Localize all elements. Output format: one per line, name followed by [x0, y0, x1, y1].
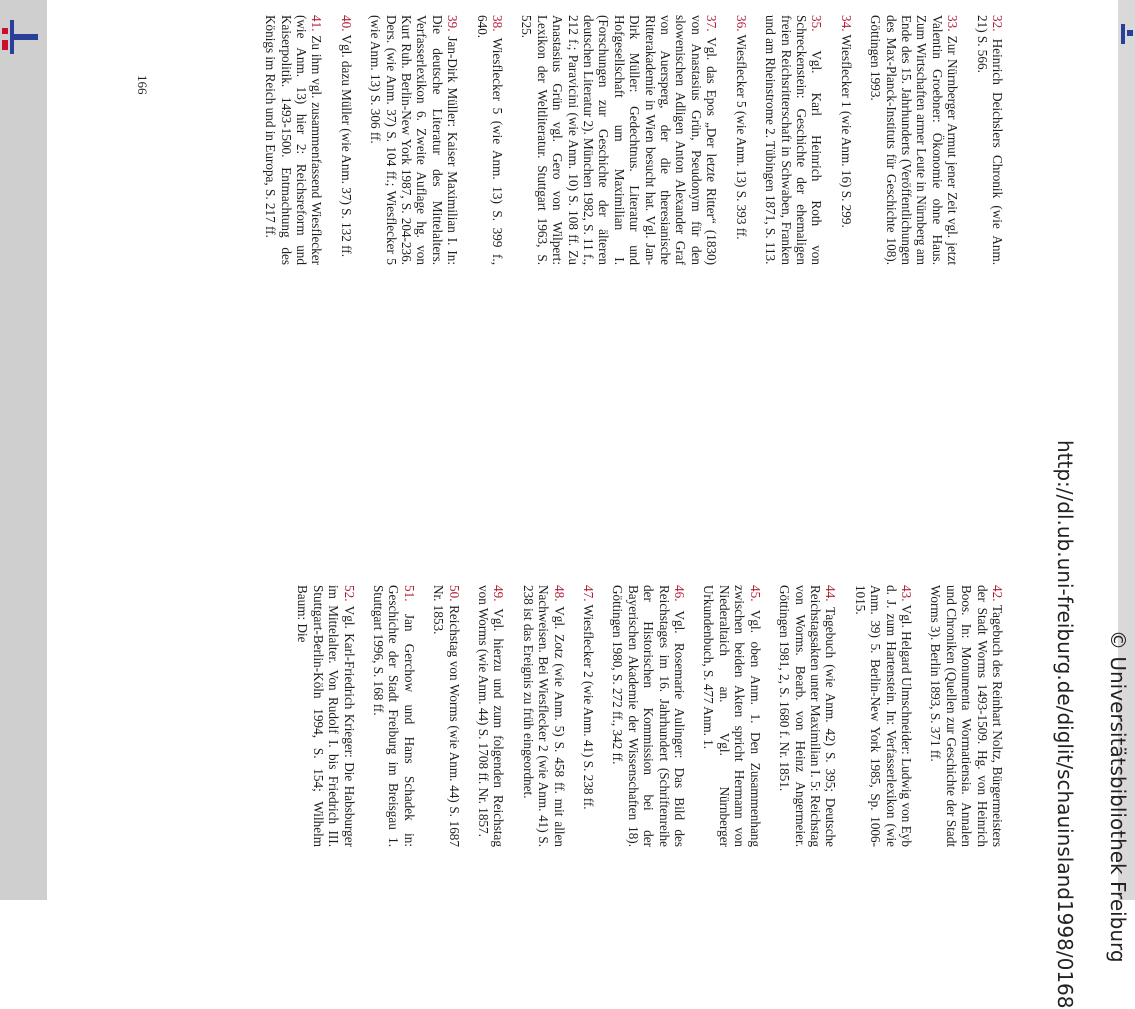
footnote-number: 48. — [551, 585, 567, 602]
library-logo-icon-right — [1118, 24, 1135, 44]
footnote-number: 46. — [672, 585, 688, 602]
footnote — [520, 585, 566, 847]
footnote-text: Jan Gerchow und Hans Schadek in: Geschichte der Stadt Freiburg im Breisgau 1. Stuttgart 1996, S. 168 ff. — [371, 585, 417, 847]
footnote-number: 33. — [945, 15, 961, 32]
footnote — [474, 15, 505, 265]
footnote — [733, 15, 748, 265]
page-number: 166 — [135, 75, 150, 95]
footnote-text: Vgl. Zotz (wie Anm. 5) S. 458 ff. mit allen Nachweisen. Bei Wiesflecker 2 (wie Anm. 41) S. 238 ist das Ereignis zu früh eingeordnet. — [520, 585, 567, 847]
footnote — [431, 585, 462, 847]
footnote — [371, 585, 417, 847]
footnote-text: Wiesflecker 5 (wie Anm. 13) S. 393 ff. — [733, 31, 749, 240]
footnote-text: Jan-Dirk Müller: Kaiser Maximilian I. In: Die deutsche Literatur des Mittelalters. Verfasserlexikon 6. Zweite Auflage hg. von Kurt Ruh. Berlin-New York 1987, S. 204-236. Ders. (wie Anm. 37) S. 104 ff.; Wiesflecker 5 (wie Anm. 13) S. 306 ff. — [368, 15, 461, 265]
footnote-text: Vgl. Rosemarie Aulinger: Das Bild des Reichstages im 16. Jahrhundert (Schriftenreihe der Historischen Kommission bei der Bayerischen Akademie der Wissenschaften 18). Göttingen 1980, S. 272 ff., 342 ff. — [610, 585, 688, 847]
footnote-page — [135, 15, 1005, 875]
footnote — [868, 15, 960, 265]
footnote-text: Tagebuch (wie Anm. 42) S. 395; Deutsche Reichstagsakten unter Maximilian I. 5: Reichstag von Worms. Bearb. von Heinz Angermeier. Göttingen 1981, 2, S. 1680 f. Nr. 1851. — [777, 585, 839, 847]
footnote — [368, 15, 460, 265]
footnote-number: 42. — [990, 585, 1005, 602]
footnote — [852, 585, 914, 847]
footnote-number: 44. — [823, 585, 839, 602]
footnote-text: Zur Nürnberger Armut jener Zeit vgl. jetzt Valentin Groebner: Ökonomie ohne Haus. Zum Wirtschaften armer Leute in Nürnberg am Ende des 15. Jahrhunderts (Veröffentlichungen des Max-Planck-Instituts für Geschichte 108). Göttingen 1993. — [868, 15, 961, 265]
footnote-number: 50. — [446, 585, 462, 602]
footnote — [581, 585, 596, 847]
footnote-text: Heinrich Deichslers Chronik (wie Anm. 21) S. 566. — [974, 15, 1005, 265]
footnote — [476, 585, 507, 847]
footnote-number: 39. — [445, 15, 461, 32]
footnote-number: 43. — [898, 585, 914, 602]
footnote-text: Wiesflecker 2 (wie Anm. 41) S. 238 ff. — [581, 601, 597, 810]
footnote-text: Reichstag von Worms (wie Anm. 44) S. 1687 Nr. 1853. — [431, 585, 462, 847]
footnote-text: Vgl. oben Anm. 1. Den Zusammenhang zwischen beiden Akten spricht Hermann von Niederaltaich an. Vgl. Nürnberger Urkundenbuch, S. 477 Anm. 1. — [701, 585, 763, 847]
footnote-number: 47. — [581, 585, 597, 602]
footnote-number: 38. — [490, 15, 506, 32]
footnote — [519, 15, 719, 265]
footnote-column-2 — [281, 585, 1005, 847]
footnote — [295, 585, 357, 847]
footnote-number: 32. — [990, 15, 1005, 32]
footnote-number: 37. — [704, 15, 720, 32]
footnote-number: 41. — [309, 15, 325, 32]
footnote-number: 45. — [747, 585, 763, 602]
footnote-number: 52. — [341, 585, 357, 602]
footnote-text: Vgl. hierzu und zum folgenden Reichstag von Worms (wie Anm. 44) S. 1708 ff. Nr. 1857. — [476, 585, 507, 847]
footnote — [763, 15, 825, 265]
footnote-text: Zu ihm vgl. zusammenfassend Wiesflecker (wie Anm. 13) hier 2: Reichsreform und Kaiserpolitik. 1493-1500. Entmachtung des Königs im Reich und in Europa, S. 217 ff. — [263, 15, 325, 265]
footnote-number: 51. — [401, 585, 417, 602]
copyright-line: © Universitätsbibliothek Freiburg — [1106, 630, 1130, 963]
footnote-text: Tagebuch des Reinhart Noltz, Bürgermeisters der Stadt Worms 1493-1509. Hg. von Heinrich Boos. In: Monumenta Wormatiensia. Annalen und Chroniken (Quellen zur Geschichte der Stadt Worms 3). Berlin 1893, S. 371 ff. — [928, 585, 1005, 847]
footnote-text: Vgl. Karl Heinrich Roth von Schreckenstein: Geschichte der ehemaligen freien Reichsritterschaft in Schwaben, Franken und am Rheinstrome 2. Tübingen 1871, S. 113. — [763, 15, 825, 265]
footnote-text: Wiesflecker 5 (wie Anm. 13) S. 399 f., 640. — [474, 15, 506, 265]
footnote — [263, 15, 325, 265]
footnote-column-1 — [249, 15, 1005, 265]
footnote-number: 34. — [838, 15, 854, 32]
left-scan-border — [0, 0, 47, 900]
footnote — [928, 585, 1005, 847]
footnote-text: Vgl. das Epos „Der letzte Ritter“ (1830) von Anastasius Grün, Pseudonym für den slowenischen Adligen Anton Alexander Graf von Auersperg, der die theresianische Ritterakademie in Wien besucht hat. Vgl. Jan-Dirk Müller: Gedechtnus. Literatur und Hofgesellschaft um Maximilian I. (Forschungen zur Geschichte der älteren deutschen Literatur 2). München 1982, S. 11 f., 212 f.; Paravicini (wie Anm. 10) S. 108 ff. Zu Anastasius Grün vgl. Gero von Wilpert: Lexikon der Weltliteratur. Stuttgart 1963, S. 525. — [519, 15, 720, 266]
library-logo-icon — [0, 18, 44, 54]
footnote-text: Vgl. Helgard Ulmschneider: Ludwig von Eyb d. J. zum Hartenstein. In: Verfasserlexikon (wie Anm. 39) 5. Berlin-New York 1985, Sp. 1006-1015. — [852, 585, 914, 847]
footnote-text: Vgl. Karl-Friedrich Krieger: Die Habsburger im Mittelalter. Von Rudolf I. bis Friedrich III. Stuttgart-Berlin-Köln 1994, S. 154; Wilhelm Baum: Die — [295, 585, 357, 847]
footnote-number: 35. — [809, 15, 825, 32]
footnote — [974, 15, 1005, 265]
footnote-number: 36. — [733, 15, 749, 32]
footnote-number: 49. — [491, 585, 507, 602]
footnote — [838, 15, 853, 265]
footnote — [338, 15, 353, 265]
footnote-text: Vgl. dazu Müller (wie Anm. 37) S. 132 ff. — [338, 31, 354, 257]
footnote-text: Wiesflecker 1 (wie Anm. 16) S. 299. — [838, 31, 854, 228]
source-url: http://dl.ub.uni-freiburg.de/diglit/schauinsland1998/0168 — [1053, 440, 1077, 1009]
footnote-number: 40. — [338, 15, 354, 32]
footnote — [777, 585, 839, 847]
footnote — [610, 585, 687, 847]
footnote — [701, 585, 763, 847]
